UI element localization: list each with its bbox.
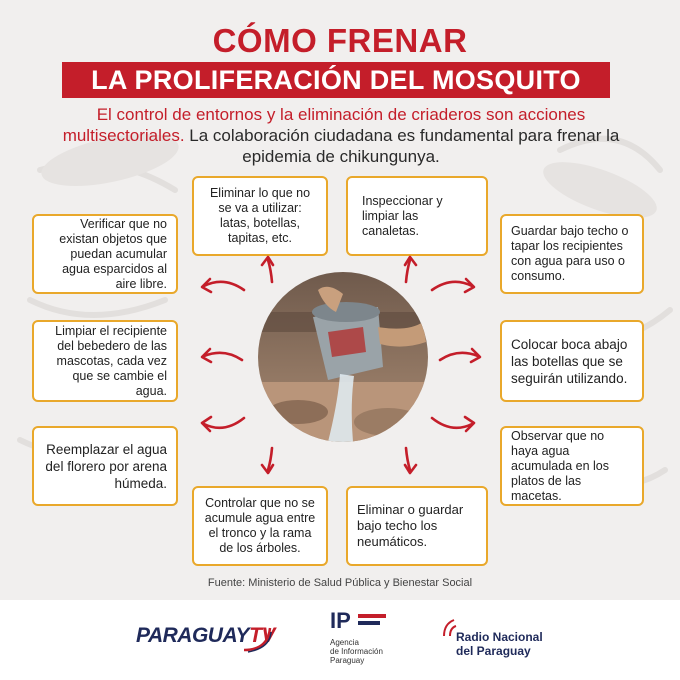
arrow-icon <box>258 254 280 284</box>
paraguaytv-swoosh-icon <box>238 620 274 656</box>
tip-text: Colocar boca abajo las botellas que se seguirán utilizando. <box>511 336 628 386</box>
tip-box-top-left <box>192 176 328 256</box>
ip-logo-mark: IP <box>330 608 351 633</box>
tip-text: Verificar que no existan objetos que puedan acumular agua esparcidos al aire libre. <box>59 216 167 291</box>
paraguaytv-logo-main: PARAGUAY <box>136 624 250 647</box>
title-line-2: LA PROLIFERACIÓN DEL MOSQUITO <box>91 65 581 95</box>
arrow-icon <box>398 254 420 284</box>
tip-text: Inspeccionar y limpiar las canaletas. <box>362 193 443 238</box>
tip-text: Reemplazar el agua del florero por arena húmeda. <box>45 441 167 491</box>
water-bucket-photo <box>258 272 428 442</box>
ip-line-1: Agencia <box>330 638 359 647</box>
tip-box-bottom-left <box>192 486 328 566</box>
ip-line-2: de Información <box>330 647 383 656</box>
tip-box-right-1 <box>500 214 644 294</box>
tip-text: Guardar bajo techo o tapar los recipientes con agua para uso o consumo. <box>511 224 629 283</box>
ip-logo-text <box>330 638 410 665</box>
arrow-icon <box>398 446 420 476</box>
tip-text: Eliminar lo que no se va a utilizar: latas, botellas, tapitas, etc. <box>209 186 311 245</box>
arrow-icon <box>430 274 478 298</box>
arrow-icon <box>198 346 244 368</box>
radio-line-2: del Paraguay <box>456 644 531 658</box>
title-line-1: CÓMO FRENAR <box>212 22 468 59</box>
tip-text: Eliminar o guardar bajo techo los neumáticos. <box>357 502 464 549</box>
arrow-icon <box>258 446 280 476</box>
tip-box-left-1 <box>32 214 178 294</box>
tip-box-bottom-right <box>346 486 488 566</box>
arrow-icon <box>438 346 484 368</box>
tip-box-right-3 <box>500 426 644 506</box>
radio-line-1: Radio Nacional <box>456 630 543 644</box>
arrow-icon <box>198 412 246 436</box>
paraguaytv-logo-tv: TV <box>249 624 275 647</box>
source-credit: Fuente: Ministerio de Salud Pública y Bienestar Social <box>207 577 473 589</box>
intro-rest: La colaboración ciudadana es fundamental para frenar la epidemia de chikungunya. <box>189 126 620 166</box>
tip-box-left-2 <box>32 320 178 402</box>
tip-text: Observar que no haya agua acumulada en los platos de las macetas. <box>511 428 609 503</box>
radio-nacional-logo <box>456 630 543 658</box>
tip-text: Limpiar el recipiente del bebedero de las mascotas, cada vez que se cambie el agua. <box>55 323 167 398</box>
tip-text: Controlar que no se acumule agua entre el tronco y la rama de los árboles. <box>204 496 316 555</box>
arrow-icon <box>430 412 478 436</box>
ip-logo-stripes-icon <box>358 611 388 633</box>
tip-box-right-2 <box>500 320 644 402</box>
intro-highlight: El control de entornos y la eliminación de criaderos son acciones multisectoriales. <box>62 105 586 145</box>
tip-box-left-3 <box>32 426 178 506</box>
ip-line-3: Paraguay <box>330 656 365 665</box>
arrow-icon <box>198 274 246 298</box>
intro-text <box>44 104 638 167</box>
tip-box-top-right <box>346 176 488 256</box>
